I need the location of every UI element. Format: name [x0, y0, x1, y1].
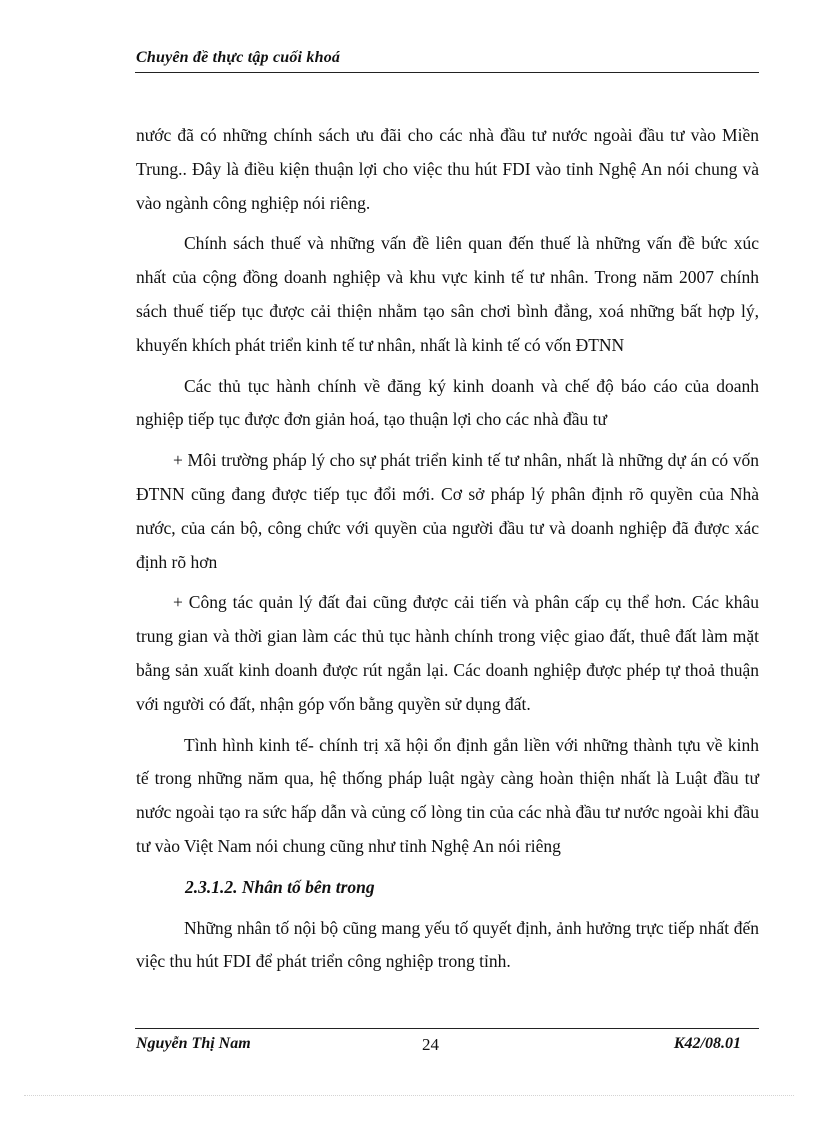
page-header	[135, 48, 759, 73]
paragraph: + Môi trường pháp lý cho sự phát triển kinh tế tư nhân, nhất là những dự án có vốn ĐTNN cũng đang được tiếp tục đổi mới. Cơ sở pháp lý phân định rõ quyền của Nhà nước, của cán bộ, công chức với quyền của người đầu tư và doanh nghiệp đã được xác định rõ hơn	[136, 450, 759, 572]
section-heading: 2.3.1.2. Nhân tố bên trong	[185, 876, 375, 897]
page-number: 24	[422, 1035, 439, 1054]
paragraph: + Công tác quản lý đất đai cũng được cải tiến và phân cấp cụ thể hơn. Các khâu trung gian và thời gian làm các thủ tục hành chính trong việc giao đất, thuê đất làm mặt bằng sản xuất kinh doanh được rút ngắn lại. Các doanh nghiệp được phép tự thoả thuận với người có đất, nhận góp vốn bằng quyền sử dụng đất.	[136, 592, 759, 714]
paragraph: nước đã có những chính sách ưu đãi cho các nhà đầu tư nước ngoài đầu tư vào Miền Trung.. Đây là điều kiện thuận lợi cho việc thu hút FDI vào tỉnh Nghệ An nói chung và vào ngành công nghiệp nói riêng.	[136, 125, 759, 213]
page-bottom-divider	[24, 1095, 794, 1096]
footer-class-code: K42/08.01	[673, 1035, 741, 1052]
paragraph: Tình hình kinh tế- chính trị xã hội ổn định gắn liền với những thành tựu về kinh tế trong những năm qua, hệ thống pháp luật ngày càng hoàn thiện nhất là Luật đầu tư nước ngoài tạo ra sức hấp dẫn và củng cố lòng tin của các nhà đầu tư nước ngoài khi đầu tư vào Việt Nam nói chung cũng như tỉnh Nghệ An nói riêng	[136, 734, 759, 856]
document-body	[136, 119, 759, 986]
footer-author: Nguyễn Thị Nam	[136, 1035, 251, 1052]
header-title: Chuyên đề thực tập cuối khoá	[136, 49, 341, 66]
paragraph: Chính sách thuế và những vấn đề liên quan đến thuế là những vấn đề bức xúc nhất của cộng đồng doanh nghiệp và khu vực kinh tế tư nhân. Trong năm 2007 chính sách thuế tiếp tục được cải thiện nhằm tạo sân chơi bình đẳng, xoá những bất hợp lý, khuyến khích phát triển kinh tế tư nhân, nhất là kinh tế có vốn ĐTNN	[136, 233, 759, 355]
page-footer	[135, 1028, 759, 1061]
paragraph: Những nhân tố nội bộ cũng mang yếu tố quyết định, ảnh hưởng trực tiếp nhất đến việc thu hút FDI để phát triển công nghiệp trong tỉnh.	[136, 917, 759, 972]
paragraph: Các thủ tục hành chính về đăng ký kinh doanh và chế độ báo cáo của doanh nghiệp tiếp tục được đơn giản hoá, tạo thuận lợi cho các nhà đầu tư	[136, 375, 759, 430]
